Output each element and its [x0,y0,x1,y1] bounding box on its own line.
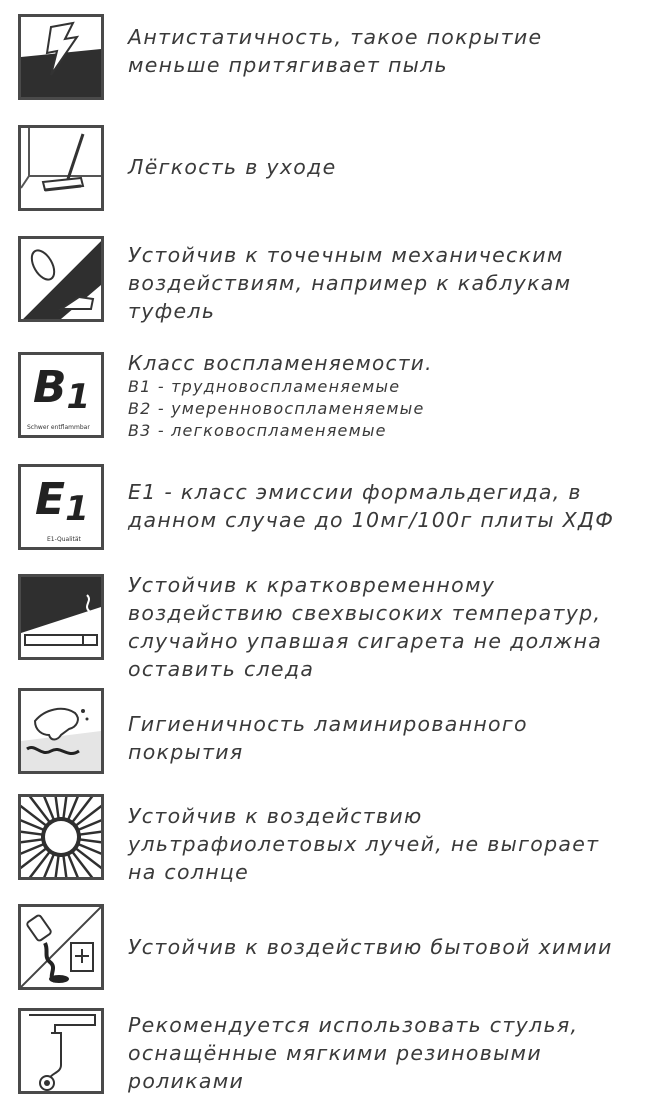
feature-text [128,350,665,442]
feature-text-line: на солнце [128,860,250,884]
feature-text-line: воздействиям, например к каблукам [128,271,572,295]
feature-text-line: воздействию свехвысоких температур, [128,601,602,625]
feature-subline: B2 - умеренновоспламеняемые [128,399,425,418]
badge-letter [35,475,89,528]
e1-icon [18,464,104,550]
chair-caster-icon [18,1008,104,1094]
chemical-bottle-icon [18,904,104,990]
heel-icon [18,236,104,322]
badge-main: B [33,362,67,413]
feature-heading: Класс воспламеняемости. [128,351,433,375]
feature-text-line: меньше притягивает пыль [128,53,448,77]
feature-text [128,1011,665,1095]
feature-text-line: Антистатичность, такое покрытие [128,25,543,49]
badge-sub: 1 [65,489,89,529]
feature-text-line: оставить следа [128,657,315,681]
feature-text-line: данном случае до 10мг/100г плиты ХДФ [128,508,615,532]
feature-subline: B3 - легковоспламеняемые [128,421,387,440]
feature-text-line: E1 - класс эмиссии формальдегида, в [128,480,582,504]
mop-icon [18,125,104,211]
hygiene-hand-icon [18,688,104,774]
badge-letter [33,363,90,416]
feature-text-line: Гигиеничность ламинированного [128,712,528,736]
lightning-icon [18,14,104,100]
b1-icon [18,352,104,438]
badge-sub: 1 [66,377,91,417]
feature-text-line: оснащённые мягкими резиновыми [128,1041,542,1065]
feature-text-line: туфель [128,299,216,323]
feature-text [128,802,665,886]
feature-text [128,241,665,325]
feature-text [128,478,665,534]
feature-text-line: Устойчив к точечным механическим [128,243,564,267]
cigarette-icon [18,574,104,660]
feature-text-line: ультрафиолетовых лучей, не выгорает [128,832,600,856]
sun-rays-drawing [21,797,101,877]
feature-text-line: Устойчив к кратковременному [128,573,496,597]
feature-text-line: Лёгкость в уходе [128,155,337,179]
badge-caption: E1-Qualität [47,536,81,543]
feature-text-line: покрытия [128,740,244,764]
feature-text-line: Устойчив к воздействию [128,804,423,828]
feature-text [128,571,665,683]
feature-subline: B1 - трудновоспламеняемые [128,377,401,396]
badge-caption: Schwer entflammbar [27,424,90,431]
feature-text [128,933,665,961]
feature-text [128,23,665,79]
feature-text-line: Рекомендуется использовать стулья, [128,1013,579,1037]
feature-text [128,710,665,766]
feature-text-line: Устойчив к воздействию бытовой химии [128,935,613,959]
badge-main: E [35,474,66,525]
feature-text-line: роликами [128,1069,245,1093]
feature-text [128,153,665,181]
sun-rays-icon [18,794,104,880]
feature-text-line: случайно упавшая сигарета не должна [128,629,603,653]
